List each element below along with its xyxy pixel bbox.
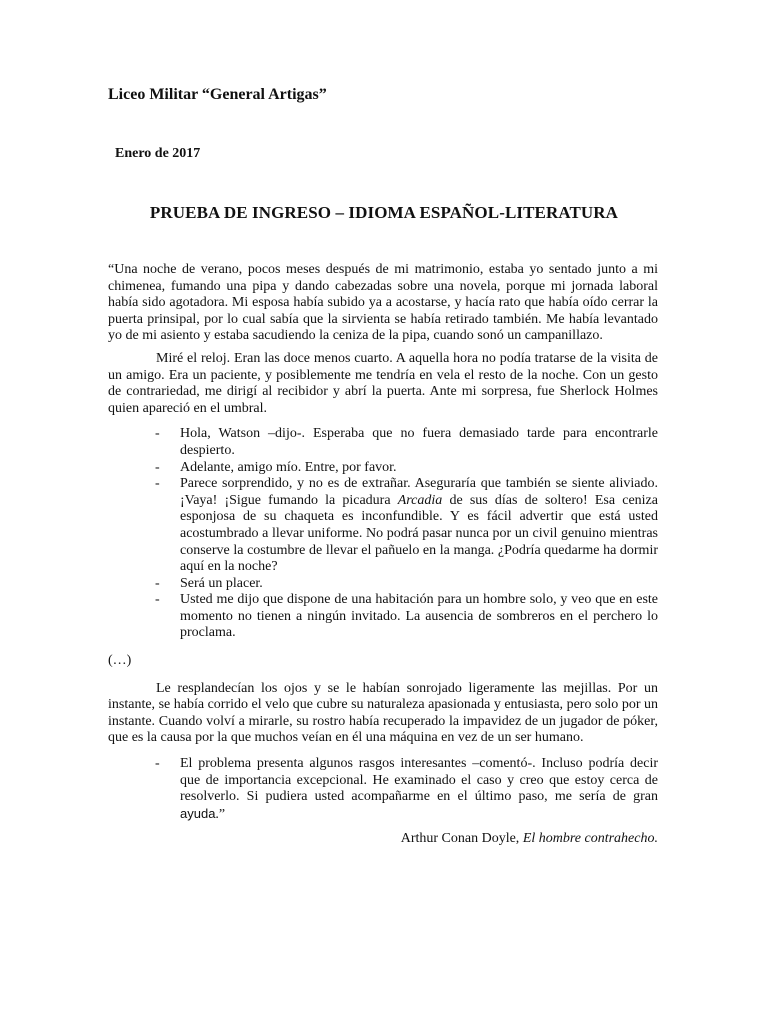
dash-marker: - bbox=[155, 476, 160, 492]
dialog-text: Será un placer. bbox=[180, 575, 263, 591]
dash-marker: - bbox=[155, 426, 160, 442]
paragraph-1: “Una noche de verano, pocos meses después de mi matrimonio, estaba yo sentado junto a mi chimenea, fumando una pipa y dando cabezadas sobre una novela, porque mi jornada laboral había sido agotadora. Mi esposa había subido ya a acostarse, y hacía rato que había oído cerrar la puerta prinsipal, por lo cual sabía que la sirvienta se había retirado también. Me había levantado yo de mi asiento y estaba sacudiendo la ceniza de la pipa, cuando sonó un campanillazo. bbox=[108, 262, 658, 344]
reading-passage bbox=[108, 262, 658, 848]
school-name: Liceo Militar “General Artigas” bbox=[108, 86, 327, 103]
dialog-text: Usted me dijo que dispone de una habitación para un hombre solo, y veo que en este momento no tienen a ningún invitado. La ausencia de sombreros en el perchero lo proclama. bbox=[180, 592, 658, 641]
dialog-text-after: de sus días de soltero! Esa ceniza esponjosa de su chaqueta es inconfundible. Y es fácil advertir que está usted acostumbrado a llevar uniforme. No podrá pasar nunca por un civil genuino mientras conserve la costumbre de llevar el pañuelo en la manga. ¿Podría quedarme ha dormir aquí en la noche? bbox=[180, 492, 658, 575]
dash-marker: - bbox=[155, 592, 160, 608]
attribution-author: Arthur Conan Doyle, bbox=[400, 831, 523, 847]
dialog-close: .” bbox=[215, 806, 226, 822]
dialog-item bbox=[108, 460, 658, 477]
dialog-item bbox=[108, 756, 658, 823]
exam-title: PRUEBA DE INGRESO – IDIOMA ESPAÑOL-LITERATURA bbox=[149, 203, 619, 222]
dialog-item bbox=[108, 592, 658, 642]
dialog-text-before: Parece sorprendido, y no es de extrañar. Aseguraría que también se siente aliviado. ¡Vaya! ¡Sigue fumando la picadura bbox=[180, 476, 658, 508]
paragraph-2: Miré el reloj. Eran las doce menos cuarto. A aquella hora no podía tratarse de la visita de un amigo. Era un paciente, y posiblemente me tendría en vela el resto de la noche. Con un gesto de contrariedad, me dirigí al recibidor y abrí la puerta. Ante mi sorpresa, fue Sherlock Holmes quien apareció en el umbral. bbox=[108, 350, 658, 416]
attribution-work: El hombre contrahecho. bbox=[522, 831, 658, 847]
dialog-text: Adelante, amigo mío. Entre, por favor. bbox=[180, 459, 397, 475]
dash-marker: - bbox=[155, 756, 160, 772]
dialog-tail: ayuda bbox=[180, 805, 216, 821]
dialog-text: El problema presenta algunos rasgos interesantes –comentó-. Incluso podría decir que de importancia excepcional. He examinado el caso y creo que estoy cerca de resolverlo. Si pudiera usted acompañarme en el último paso, me sería de gran bbox=[180, 756, 658, 805]
dash-marker: - bbox=[155, 459, 160, 475]
dialog-item bbox=[108, 476, 658, 576]
dialog-item bbox=[108, 426, 658, 459]
attribution bbox=[108, 831, 658, 848]
exam-date: Enero de 2017 bbox=[115, 146, 201, 161]
dialog-list bbox=[108, 426, 658, 642]
dialog-text: Hola, Watson –dijo-. Esperaba que no fuera demasiado tarde para encontrarle despierto. bbox=[180, 426, 658, 458]
paragraph-3: Le resplandecían los ojos y se le habían sonrojado ligeramente las mejillas. Por un instante, se había corrido el velo que cubre su naturaleza apasionada y entusiasta, pero solo por un instante. Cuando volví a mirarle, su rostro había recuperado la impavidez de un jugador de póker, que es la causa por la que muchos veían en él una máquina en vez de un ser humano. bbox=[108, 680, 658, 746]
ellipsis: (…) bbox=[108, 653, 132, 669]
dialog-list-2 bbox=[108, 756, 658, 823]
dialog-item bbox=[108, 576, 658, 593]
dash-marker: - bbox=[155, 575, 160, 591]
italic-word: Arcadia bbox=[397, 492, 443, 508]
